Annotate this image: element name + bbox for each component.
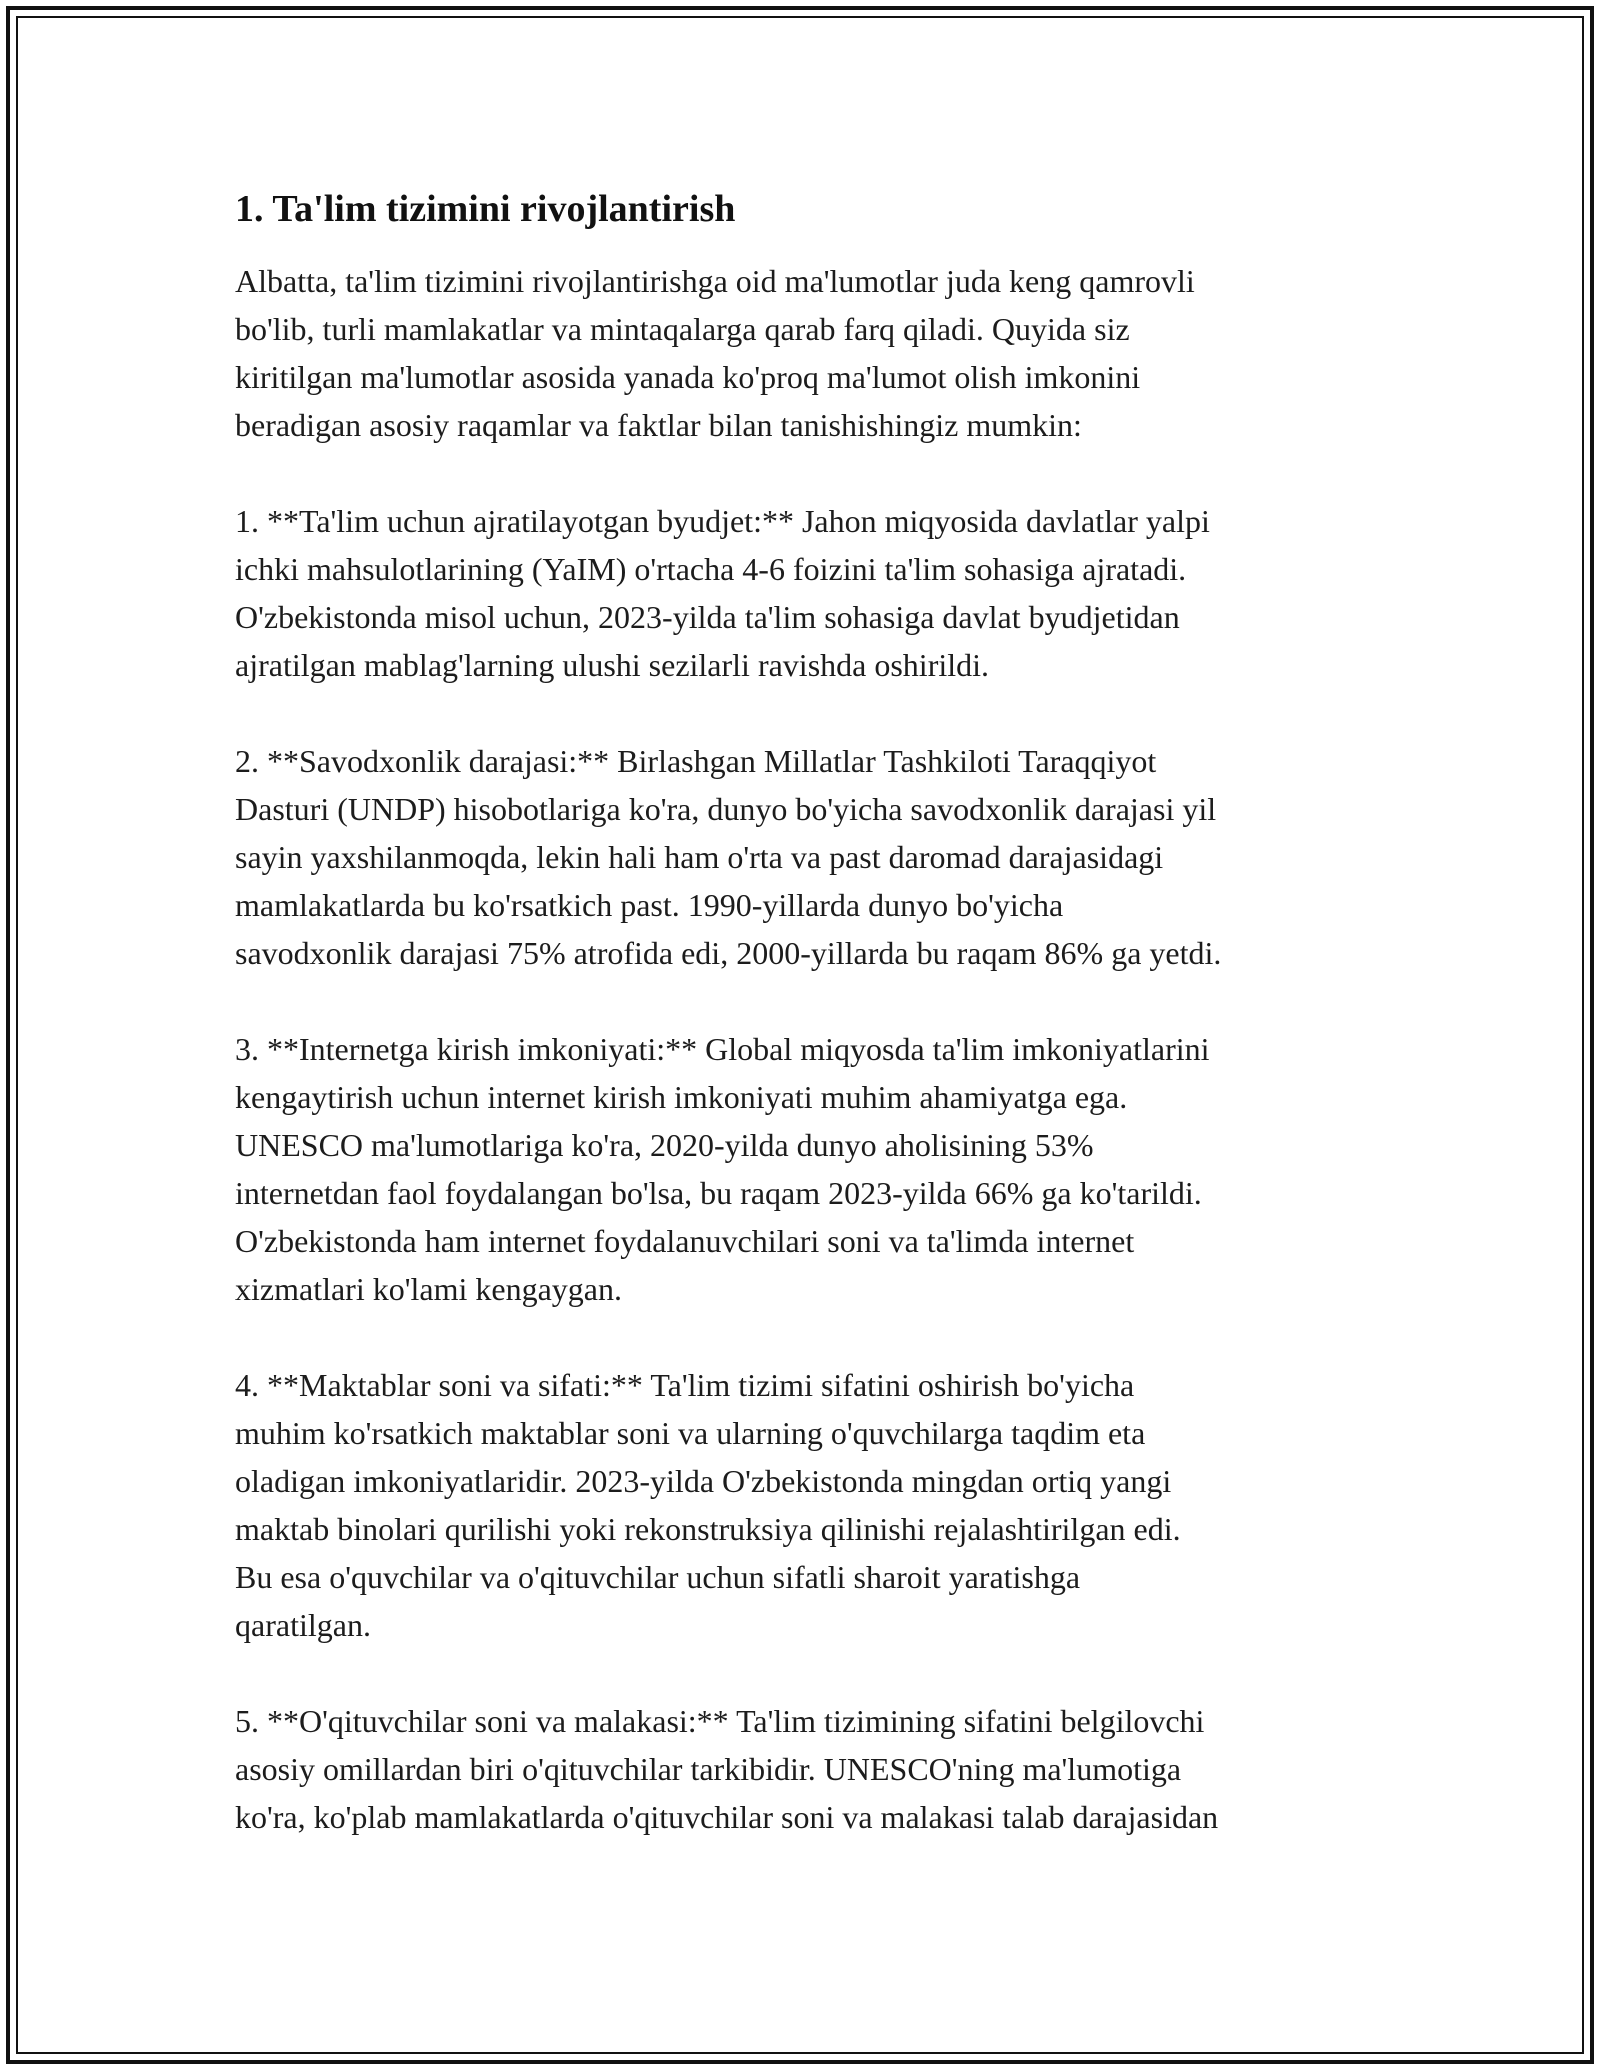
item-budget-paragraph: 1. **Ta'lim uchun ajratilayotgan byudjet:** Jahon miqyosida davlatlar yalpi ichki mahsulotlarining (YaIM) o'rtacha 4-6 foizini ta'lim sohasiga ajratadi. O'zbekistonda misol uchun, 2023-yilda ta'lim sohasiga davlat byudjetidan ajratilgan mablag'larning ulushi sezilarli ravishda oshirildi.	[235, 503, 1210, 683]
document-body	[235, 185, 1375, 1889]
item-literacy-paragraph: 2. **Savodxonlik darajasi:** Birlashgan Millatlar Tashkiloti Taraqqiyot Dasturi (UNDP) hisobotlariga ko'ra, dunyo bo'yicha savodxonlik darajasi yil sayin yaxshilanmoqda, lekin hali ham o'rta va past daromad darajasidagi mamlakatlarda bu ko'rsatkich past. 1990-yillarda dunyo bo'yicha savodxonlik darajasi 75% atrofida edi, 2000-yillarda bu raqam 86% ga yetdi.	[235, 743, 1222, 971]
item-teachers-paragraph: 5. **O'qituvchilar soni va malakasi:** Ta'lim tizimining sifatini belgilovchi asosiy omillardan biri o'qituvchilar tarkibidir. UNESCO'ning ma'lumotiga ko'ra, ko'plab mamlakatlarda o'qituvchilar soni va malakasi talab darajasidan	[235, 1703, 1219, 1835]
page-title: 1. Ta'lim tizimini rivojlantirish	[235, 188, 736, 230]
item-schools-paragraph: 4. **Maktablar soni va sifati:** Ta'lim tizimi sifatini oshirish bo'yicha muhim ko'rsatkich maktablar soni va ularning o'quvchilarga taqdim eta oladigan imkoniyatlaridir. 2023-yilda O'zbekistonda mingdan ortiq yangi maktab binolari qurilishi yoki rekonstruksiya qilinishi rejalashtirilgan edi. Bu esa o'quvchilar va o'qituvchilar uchun sifatli sharoit yaratishga qaratilgan.	[235, 1367, 1181, 1643]
item-internet-paragraph: 3. **Internetga kirish imkoniyati:** Global miqyosda ta'lim imkoniyatlarini kengaytirish uchun internet kirish imkoniyati muhim ahamiyatga ega. UNESCO ma'lumotlariga ko'ra, 2020-yilda dunyo aholisining 53% internetdan faol foydalangan bo'lsa, bu raqam 2023-yilda 66% ga ko'tarildi. O'zbekistonda ham internet foydalanuvchilari soni va ta'limda internet xizmatlari ko'lami kengaygan.	[235, 1031, 1210, 1307]
intro-paragraph: Albatta, ta'lim tizimini rivojlantirishga oid ma'lumotlar juda keng qamrovli bo'lib, turli mamlakatlar va mintaqalarga qarab farq qiladi. Quyida siz kiritilgan ma'lumotlar asosida yanada ko'proq ma'lumot olish imkonini beradigan asosiy raqamlar va faktlar bilan tanishishingiz mumkin:	[235, 263, 1195, 443]
